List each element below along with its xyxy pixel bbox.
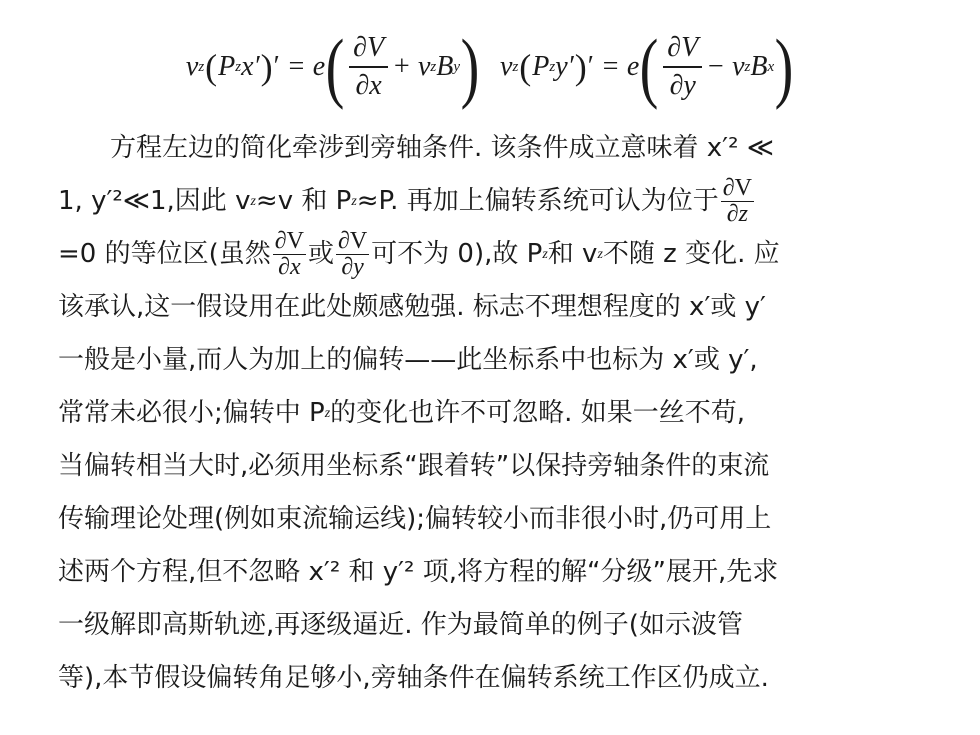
eq2-v2-sub: z: [744, 58, 751, 75]
line-3-or: 或: [307, 239, 334, 269]
eq2-open-paren: (: [519, 47, 532, 87]
eq1-v-sub: z: [198, 58, 205, 75]
eq1-fraction: [349, 32, 388, 102]
vz-subscript: z: [250, 194, 256, 209]
text-line-11: [58, 652, 920, 705]
line-3-part-c: 可不为 0),故 P: [371, 239, 543, 269]
eq2-equals: = e: [600, 51, 640, 82]
line-8-text: 传输理论处理(例如束流输运线);偏转较小而非很小时,仍可用上: [58, 504, 772, 534]
eq2-v: v: [500, 51, 513, 82]
pz-subscript: z: [351, 194, 357, 209]
eq1-prime: ′: [273, 51, 280, 82]
eq1-open-paren: (: [205, 47, 218, 87]
line-7-text: 当偏转相当大时,必须用坐标系“跟着转”以保持旁轴条件的束流: [58, 451, 770, 481]
line-10-text: 一级解即高斯轨迹,再逐级逼近. 作为最简单的例子(如示波管: [58, 610, 743, 640]
eq2-B-sub: x: [767, 58, 775, 75]
line-11-text: 等),本节假设偏转角足够小,旁轴条件在偏转系统工作区仍成立.: [58, 663, 769, 693]
eq1-close-paren: ): [260, 47, 273, 87]
dv-dy-fraction: [336, 229, 369, 280]
eq2-big-close: ): [774, 23, 794, 110]
vz-subscript-2: z: [597, 247, 603, 262]
equation-2: [500, 23, 794, 110]
eq2-v-sub: z: [512, 58, 519, 75]
eq1-equals: = e: [286, 51, 326, 82]
text-line-10: [58, 599, 920, 652]
eq1-var: x′: [241, 51, 260, 82]
eq1-big-open: (: [325, 23, 345, 110]
eq1-den: ∂x: [355, 70, 382, 101]
eq1-P-sub: z: [235, 58, 242, 75]
line-2-part-b: ≈v 和 P: [255, 186, 352, 216]
dv-dz-fraction: [721, 176, 754, 227]
eq1-B-sub: y: [453, 58, 461, 75]
dv-dz-num: ∂V: [722, 174, 752, 201]
line-1-text: 方程左边的简化牵涉到旁轴条件. 该条件成立意味着 x′² ≪: [110, 133, 774, 163]
eq1-P: P: [218, 51, 236, 82]
dv-dy-num: ∂V: [337, 227, 368, 254]
eq2-P: P: [532, 51, 550, 82]
eq2-num: ∂V: [663, 32, 702, 68]
line-2-part-c: ≈P. 再加上偏转系统可认为位于: [356, 186, 719, 216]
eq2-fraction: [663, 32, 702, 102]
body-paragraph: [58, 122, 920, 705]
line-2-part-a: 1, y′²≪1,因此 v: [58, 186, 251, 216]
dv-dy-den: ∂y: [341, 254, 364, 280]
line-6-part-b: 的变化也许不可忽略. 如果一丝不苟,: [330, 398, 745, 428]
line-6-part-a: 常常未必很小;偏转中 P: [58, 398, 325, 428]
text-line-7: [58, 440, 920, 493]
dv-dx-den: ∂x: [278, 254, 301, 280]
eq1-big-close: ): [460, 23, 480, 110]
text-line-4: [58, 281, 920, 334]
eq2-B: B: [750, 51, 768, 82]
dv-dx-num: ∂V: [274, 227, 304, 254]
eq1-v2-sub: z: [430, 58, 437, 75]
text-line-3: [58, 228, 920, 281]
dv-dz-den: ∂z: [726, 201, 748, 227]
text-line-1: [110, 122, 920, 175]
pz-subscript-2: z: [542, 247, 548, 262]
eq2-minus-v: − v: [706, 51, 745, 82]
eq2-den: ∂y: [669, 70, 696, 101]
eq2-var: y′: [555, 51, 574, 82]
eq1-plus-v: + v: [392, 51, 431, 82]
equation-row: [0, 18, 980, 116]
pz-subscript-3: z: [324, 406, 331, 421]
line-3-part-d: 和 v: [547, 239, 598, 269]
eq1-num: ∂V: [349, 32, 388, 68]
line-3-part-e: 不随 z 变化. 应: [602, 239, 780, 269]
text-line-2: [58, 175, 920, 228]
eq2-close-paren: ): [574, 47, 587, 87]
text-line-5: [58, 334, 920, 387]
dv-dx-fraction: [273, 229, 306, 280]
eq1-v: v: [185, 51, 199, 82]
text-line-6: [58, 387, 920, 440]
text-line-8: [58, 493, 920, 546]
line-3-part-a: =0 的等位区(虽然: [58, 239, 271, 269]
line-5-text: 一般是小量,而人为加上的偏转——此坐标系中也标为 x′或 y′,: [58, 345, 758, 375]
eq1-B: B: [436, 51, 454, 82]
eq2-big-open: (: [639, 23, 659, 110]
equation-1: [185, 23, 480, 110]
eq2-P-sub: z: [549, 58, 556, 75]
line-4-text: 该承认,这一假设用在此处颇感勉强. 标志不理想程度的 x′或 y′: [58, 292, 766, 322]
text-line-9: [58, 546, 920, 599]
eq2-prime: ′: [587, 51, 594, 82]
line-9-text: 述两个方程,但不忽略 x′² 和 y′² 项,将方程的解“分级”展开,先求: [58, 557, 779, 587]
